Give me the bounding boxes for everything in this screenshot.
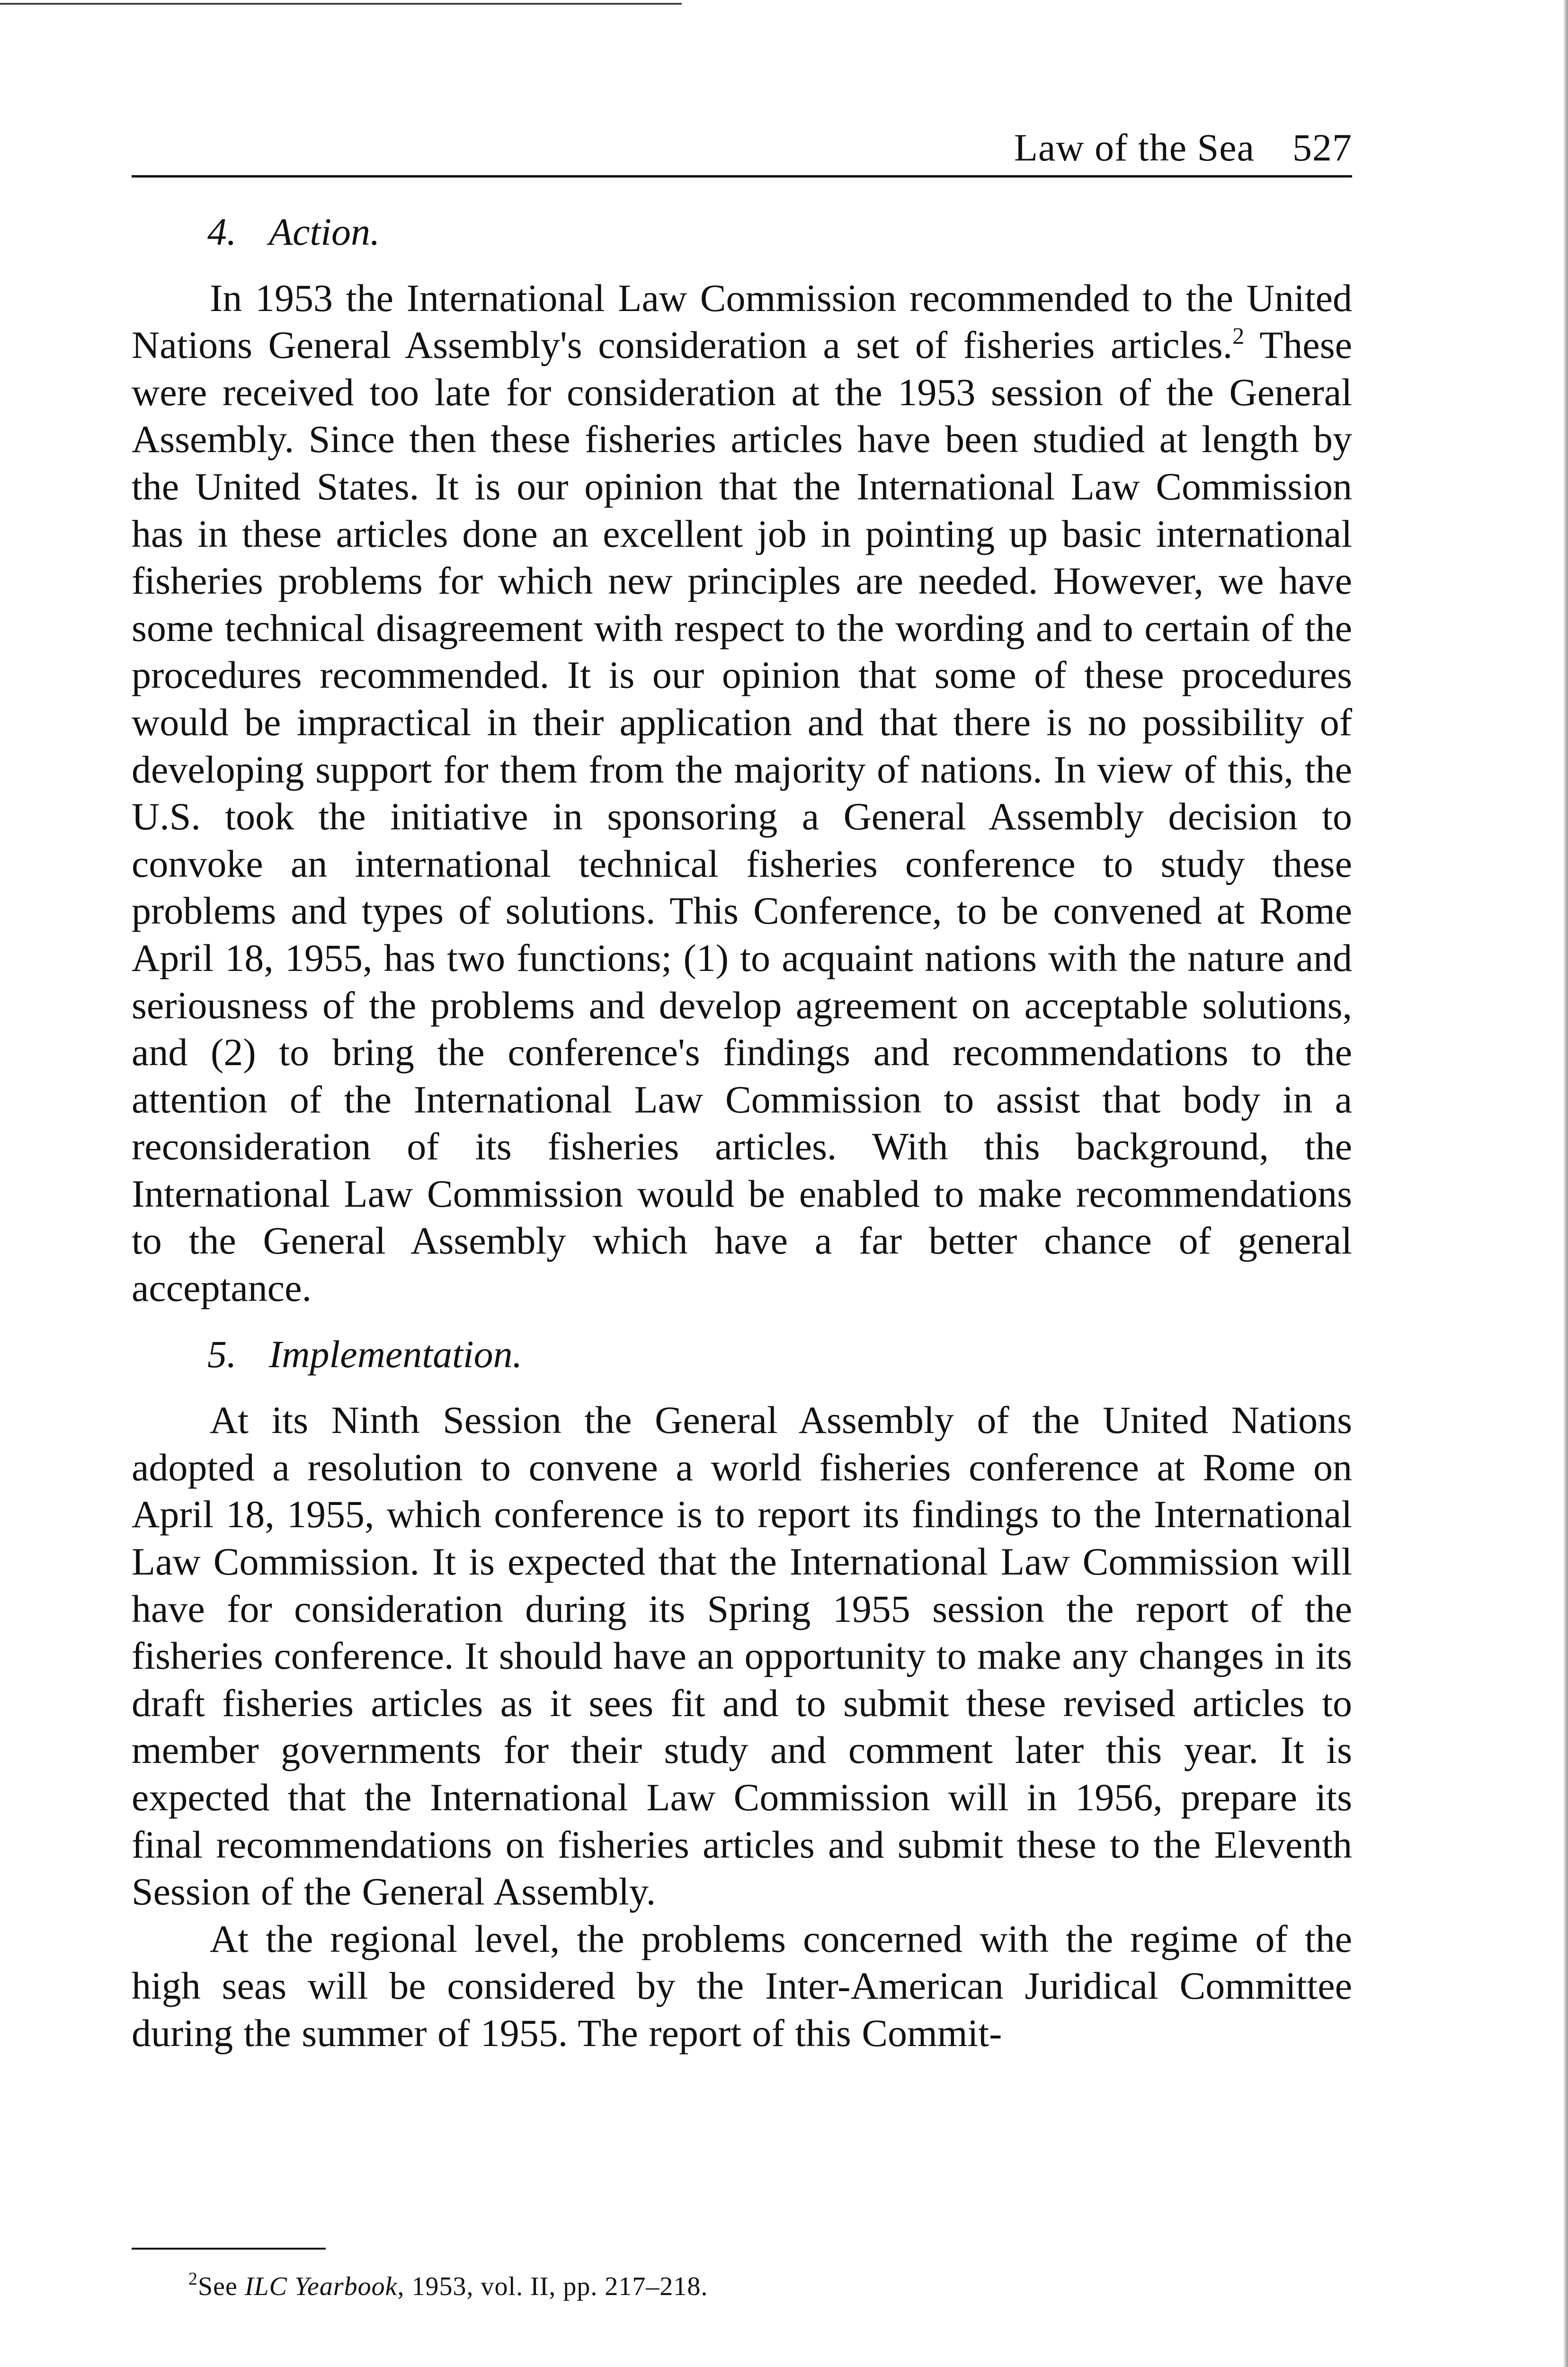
section-5-heading	[132, 1331, 1352, 1378]
footnote-reference: 2	[1232, 322, 1245, 349]
page-number: 527	[1292, 126, 1352, 169]
page-right-edge	[1563, 0, 1568, 2367]
footnote-details: , 1953, vol. II, pp. 217–218.	[397, 2272, 708, 2301]
section-4-paragraph	[132, 275, 1352, 1312]
text-column	[132, 208, 1352, 2057]
section-4-text-start: In 1953 the International Law Commission recommended to the United Nations General Assembly's consideration a set of fisheries articles.	[132, 276, 1352, 367]
section-gap	[132, 1312, 1352, 1331]
running-head-title: Law of the Sea	[1014, 126, 1255, 169]
footnote-source: ILC Yearbook	[244, 2272, 398, 2301]
running-head	[132, 124, 1352, 178]
section-4-heading	[132, 208, 1352, 256]
section-5-number: 5.	[207, 1332, 237, 1376]
section-5-paragraph-1: At its Ninth Session the General Assembly of the United Nations adopted a resolution to convene a world fisheries conference at Rome on April 18, 1955, which conference is to report its findings to the International Law Commission. It is expected that the International Law Commission will have for consideration during its Spring 1955 session the report of the fisheries conference. It should have an opportunity to make any changes in its draft fisheries articles as it sees fit and to submit these revised articles to member governments for their study and comment later this year. It is expected that the International Law Commission will in 1956, prepare its final recommendations on fisheries articles and submit these to the Eleventh Session of the General Assembly.	[132, 1398, 1352, 1913]
section-4-title: Action.	[269, 210, 380, 253]
footnote-see: See	[198, 2272, 245, 2301]
footnote-marker: 2	[188, 2269, 198, 2289]
footnote	[188, 2268, 708, 2305]
top-edge-rule	[0, 3, 682, 5]
section-4-number: 4.	[207, 210, 237, 253]
section-5-paragraph-2: At the regional level, the problems concerned with the regime of the high seas will be considered by the Inter-American Juridical Committee during the summer of 1955. The report of this Commit-	[132, 1917, 1352, 2055]
section-5-title: Implementation.	[269, 1332, 523, 1376]
section-4-text-end: These were received too late for consideration at the 1953 session of the General Assembly. Since then these fisheries articles have been studied at length by the United States. It is our opinion that the International Law Commission has in these articles done an excellent job in pointing up basic international fisheries problems for which new principles are needed. However, we have some technical disagreement with respect to the wording and to certain of the procedures recommended. It is our opinion that some of these procedures would be impractical in their application and that there is no possibility of developing support for them from the majority of nations. In view of this, the U.S. took the initiative in sponsoring a General Assembly decision to convoke an international technical fisheries conference to study these problems and types of solutions. This Conference, to be convened at Rome April 18, 1955, has two functions; (1) to acquaint nations with the nature and seriousness of the problems and develop agreement on acceptable solutions, and (2) to bring the conference's findings and recommendations to the attention of the International Law Commission to assist that body in a reconsideration of its fisheries articles. With this background, the International Law Commission would be enabled to make recommendations to the General Assembly which have a far better chance of general acceptance.	[132, 323, 1352, 1310]
footnote-rule	[132, 2248, 326, 2250]
